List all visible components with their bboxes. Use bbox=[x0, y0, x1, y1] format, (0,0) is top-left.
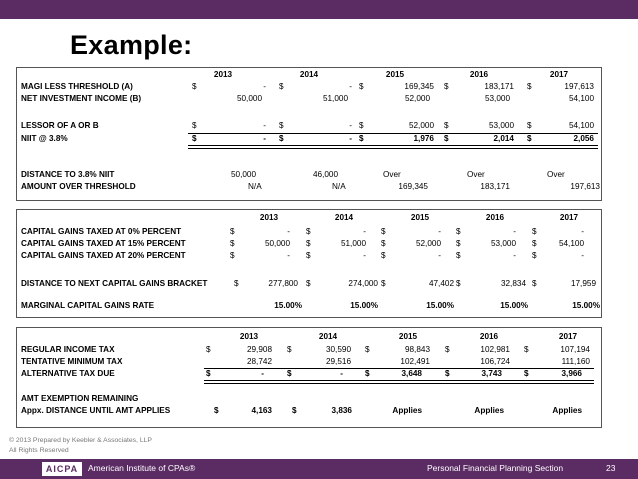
table-row bbox=[16, 393, 602, 404]
value-2017: - bbox=[581, 251, 584, 260]
currency-sign: $ bbox=[532, 227, 537, 236]
currency-sign: $ bbox=[527, 82, 532, 91]
row-label: MAGI LESS THRESHOLD (A) bbox=[21, 82, 133, 91]
currency-sign: $ bbox=[527, 121, 532, 130]
value-2015: 52,000 bbox=[404, 94, 430, 103]
table-row bbox=[16, 250, 602, 261]
year-header-2015: 2015 bbox=[410, 213, 430, 222]
value-2017: 54,100 bbox=[568, 121, 594, 130]
value-2014: - bbox=[363, 227, 366, 236]
year-header-2017: 2017 bbox=[559, 213, 579, 222]
currency-sign: $ bbox=[279, 121, 284, 130]
currency-sign: $ bbox=[192, 82, 197, 91]
table-row bbox=[16, 238, 602, 249]
amt-year-header bbox=[16, 331, 602, 342]
value-2017: 197,613 bbox=[570, 182, 600, 191]
value-2013: 15.00% bbox=[274, 301, 302, 310]
currency-sign: $ bbox=[365, 345, 370, 354]
currency-sign: $ bbox=[306, 251, 311, 260]
value-2016: Applies bbox=[474, 406, 504, 415]
value-2017: 3,966 bbox=[561, 369, 582, 378]
currency-sign: $ bbox=[230, 227, 235, 236]
currency-sign: $ bbox=[381, 227, 386, 236]
currency-sign: $ bbox=[444, 134, 449, 143]
value-2015: 169,345 bbox=[398, 182, 428, 191]
copyright-notice bbox=[9, 436, 152, 456]
page-number: 23 bbox=[606, 463, 616, 473]
table-row bbox=[16, 226, 602, 237]
value-2013: N/A bbox=[248, 182, 262, 191]
currency-sign: $ bbox=[381, 251, 386, 260]
table-row bbox=[16, 278, 602, 289]
table-row bbox=[16, 120, 602, 131]
row-label: LESSOR OF A OR B bbox=[21, 121, 99, 130]
row-label: CAPITAL GAINS TAXED AT 15% PERCENT bbox=[21, 239, 186, 248]
currency-sign: $ bbox=[456, 227, 461, 236]
currency-sign: $ bbox=[524, 345, 529, 354]
currency-sign: $ bbox=[444, 82, 449, 91]
row-label: DISTANCE TO NEXT CAPITAL GAINS BRACKET bbox=[21, 279, 208, 288]
value-2014: 30,590 bbox=[325, 345, 351, 354]
value-2015: 47,402 bbox=[428, 279, 454, 288]
year-header-2014: 2014 bbox=[299, 70, 319, 79]
currency-sign: $ bbox=[234, 279, 239, 288]
value-2015: Over bbox=[383, 170, 401, 179]
currency-sign: $ bbox=[456, 251, 461, 260]
value-2017: Applies bbox=[552, 406, 582, 415]
total-double-underline bbox=[204, 380, 594, 384]
value-2014: 274,000 bbox=[348, 279, 378, 288]
year-header-2014: 2014 bbox=[334, 213, 354, 222]
year-header-2013: 2013 bbox=[213, 70, 233, 79]
currency-sign: $ bbox=[532, 279, 537, 288]
value-2014: 3,836 bbox=[331, 406, 352, 415]
value-2013: - bbox=[263, 134, 266, 143]
row-label: NET INVESTMENT INCOME (B) bbox=[21, 94, 142, 103]
row-label: CAPITAL GAINS TAXED AT 0% PERCENT bbox=[21, 227, 182, 236]
value-2016: 15.00% bbox=[500, 301, 528, 310]
total-double-underline bbox=[188, 145, 598, 149]
currency-sign: $ bbox=[287, 369, 292, 378]
currency-sign: $ bbox=[279, 134, 284, 143]
currency-sign: $ bbox=[192, 134, 197, 143]
value-2016: 2,014 bbox=[493, 134, 514, 143]
value-2013: 4,163 bbox=[251, 406, 272, 415]
value-2015: - bbox=[438, 251, 441, 260]
value-2016: 183,171 bbox=[480, 182, 510, 191]
value-2013: 277,800 bbox=[268, 279, 298, 288]
value-2014: 29,516 bbox=[325, 357, 351, 366]
table-row bbox=[16, 133, 602, 144]
value-2016: 183,171 bbox=[484, 82, 514, 91]
top-accent-bar bbox=[0, 0, 638, 19]
year-header-2013: 2013 bbox=[259, 213, 279, 222]
currency-sign: $ bbox=[524, 369, 529, 378]
copyright-line-1: © 2013 Prepared by Keebler & Associates, LLP bbox=[9, 437, 152, 444]
value-2016: 53,000 bbox=[484, 94, 510, 103]
value-2013: 50,000 bbox=[231, 170, 257, 179]
organization-name: American Institute of CPAs® bbox=[88, 463, 196, 473]
value-2017: 54,100 bbox=[568, 94, 594, 103]
currency-sign: $ bbox=[456, 239, 461, 248]
value-2014: 46,000 bbox=[313, 170, 339, 179]
value-2014: - bbox=[349, 121, 352, 130]
capital-gains-year-header bbox=[16, 212, 602, 223]
currency-sign: $ bbox=[306, 239, 311, 248]
currency-sign: $ bbox=[381, 239, 386, 248]
table-row bbox=[16, 181, 602, 192]
currency-sign: $ bbox=[279, 82, 284, 91]
currency-sign: $ bbox=[292, 406, 297, 415]
value-2016: 32,834 bbox=[500, 279, 526, 288]
value-2015: 98,843 bbox=[404, 345, 430, 354]
niit-table bbox=[16, 67, 602, 201]
aicpa-logo: AICPA bbox=[42, 462, 82, 476]
value-2014: - bbox=[349, 82, 352, 91]
table-row bbox=[16, 356, 602, 367]
row-label: TENTATIVE MINIMUM TAX bbox=[21, 357, 123, 366]
row-label: REGULAR INCOME TAX bbox=[21, 345, 115, 354]
currency-sign: $ bbox=[359, 134, 364, 143]
capital-gains-table bbox=[16, 209, 602, 318]
row-label: NIIT @ 3.8% bbox=[21, 134, 68, 143]
value-2014: - bbox=[340, 369, 343, 378]
year-header-2015: 2015 bbox=[398, 332, 418, 341]
value-2016: 3,743 bbox=[481, 369, 502, 378]
value-2013: 28,742 bbox=[246, 357, 272, 366]
value-2014: 15.00% bbox=[350, 301, 378, 310]
value-2017: 111,160 bbox=[561, 357, 590, 366]
value-2015: 1,976 bbox=[413, 134, 434, 143]
value-2014: - bbox=[363, 251, 366, 260]
value-2017: 15.00% bbox=[572, 301, 600, 310]
value-2015: 169,345 bbox=[404, 82, 434, 91]
value-2015: 52,000 bbox=[415, 239, 441, 248]
currency-sign: $ bbox=[359, 82, 364, 91]
value-2017: 17,959 bbox=[570, 279, 596, 288]
currency-sign: $ bbox=[532, 251, 537, 260]
value-2015: 15.00% bbox=[426, 301, 454, 310]
value-2017: Over bbox=[547, 170, 565, 179]
table-row bbox=[16, 93, 602, 104]
row-label: ALTERNATIVE TAX DUE bbox=[21, 369, 115, 378]
row-label: MARGINAL CAPITAL GAINS RATE bbox=[21, 301, 155, 310]
currency-sign: $ bbox=[381, 279, 386, 288]
value-2016: 102,981 bbox=[480, 345, 510, 354]
value-2016: - bbox=[513, 251, 516, 260]
year-header-2017: 2017 bbox=[549, 70, 569, 79]
value-2013: 50,000 bbox=[236, 94, 262, 103]
row-label: DISTANCE TO 3.8% NIIT bbox=[21, 170, 115, 179]
value-2017: 54,100 bbox=[558, 239, 584, 248]
year-header-2016: 2016 bbox=[469, 70, 489, 79]
currency-sign: $ bbox=[456, 279, 461, 288]
value-2016: 53,000 bbox=[490, 239, 516, 248]
row-label: AMOUNT OVER THRESHOLD bbox=[21, 182, 136, 191]
slide-title: Example: bbox=[70, 30, 193, 60]
year-header-2013: 2013 bbox=[239, 332, 259, 341]
copyright-line-2: All Rights Reserved bbox=[9, 447, 69, 454]
value-2013: 29,908 bbox=[246, 345, 272, 354]
value-2014: 51,000 bbox=[340, 239, 366, 248]
value-2014: 51,000 bbox=[322, 94, 348, 103]
year-header-2014: 2014 bbox=[318, 332, 338, 341]
table-row bbox=[16, 81, 602, 92]
value-2015: 102,491 bbox=[400, 357, 430, 366]
table-row bbox=[16, 169, 602, 180]
value-2013: - bbox=[261, 369, 264, 378]
currency-sign: $ bbox=[287, 345, 292, 354]
year-header-2015: 2015 bbox=[385, 70, 405, 79]
value-2014: - bbox=[349, 134, 352, 143]
row-label: AMT EXEMPTION REMAINING bbox=[21, 394, 139, 403]
currency-sign: $ bbox=[230, 239, 235, 248]
value-2016: 106,724 bbox=[480, 357, 510, 366]
currency-sign: $ bbox=[365, 369, 370, 378]
value-2016: Over bbox=[467, 170, 485, 179]
value-2013: - bbox=[263, 82, 266, 91]
value-2013: - bbox=[263, 121, 266, 130]
value-2014: N/A bbox=[332, 182, 346, 191]
currency-sign: $ bbox=[444, 121, 449, 130]
currency-sign: $ bbox=[306, 279, 311, 288]
currency-sign: $ bbox=[527, 134, 532, 143]
table-row bbox=[16, 344, 602, 355]
value-2013: - bbox=[287, 227, 290, 236]
year-header-2017: 2017 bbox=[558, 332, 578, 341]
currency-sign: $ bbox=[445, 369, 450, 378]
value-2015: - bbox=[438, 227, 441, 236]
value-2016: 53,000 bbox=[488, 121, 514, 130]
currency-sign: $ bbox=[206, 345, 211, 354]
currency-sign: $ bbox=[306, 227, 311, 236]
value-2016: - bbox=[513, 227, 516, 236]
currency-sign: $ bbox=[359, 121, 364, 130]
niit-year-header bbox=[16, 69, 602, 80]
table-row bbox=[16, 405, 602, 416]
value-2013: - bbox=[287, 251, 290, 260]
currency-sign: $ bbox=[532, 239, 537, 248]
value-2015: 3,648 bbox=[401, 369, 422, 378]
currency-sign: $ bbox=[214, 406, 219, 415]
value-2015: 52,000 bbox=[408, 121, 434, 130]
section-name: Personal Financial Planning Section bbox=[427, 463, 564, 473]
value-2013: 50,000 bbox=[264, 239, 290, 248]
year-header-2016: 2016 bbox=[479, 332, 499, 341]
currency-sign: $ bbox=[206, 369, 211, 378]
table-row bbox=[16, 368, 602, 379]
row-label: Appx. DISTANCE UNTIL AMT APPLIES bbox=[21, 406, 171, 415]
value-2017: 2,056 bbox=[573, 134, 594, 143]
table-row bbox=[16, 300, 602, 311]
value-2017: 107,194 bbox=[560, 345, 590, 354]
currency-sign: $ bbox=[230, 251, 235, 260]
currency-sign: $ bbox=[192, 121, 197, 130]
amt-table bbox=[16, 327, 602, 428]
value-2017: - bbox=[581, 227, 584, 236]
value-2017: 197,613 bbox=[564, 82, 594, 91]
row-label: CAPITAL GAINS TAXED AT 20% PERCENT bbox=[21, 251, 186, 260]
value-2015: Applies bbox=[392, 406, 422, 415]
currency-sign: $ bbox=[445, 345, 450, 354]
year-header-2016: 2016 bbox=[485, 213, 505, 222]
